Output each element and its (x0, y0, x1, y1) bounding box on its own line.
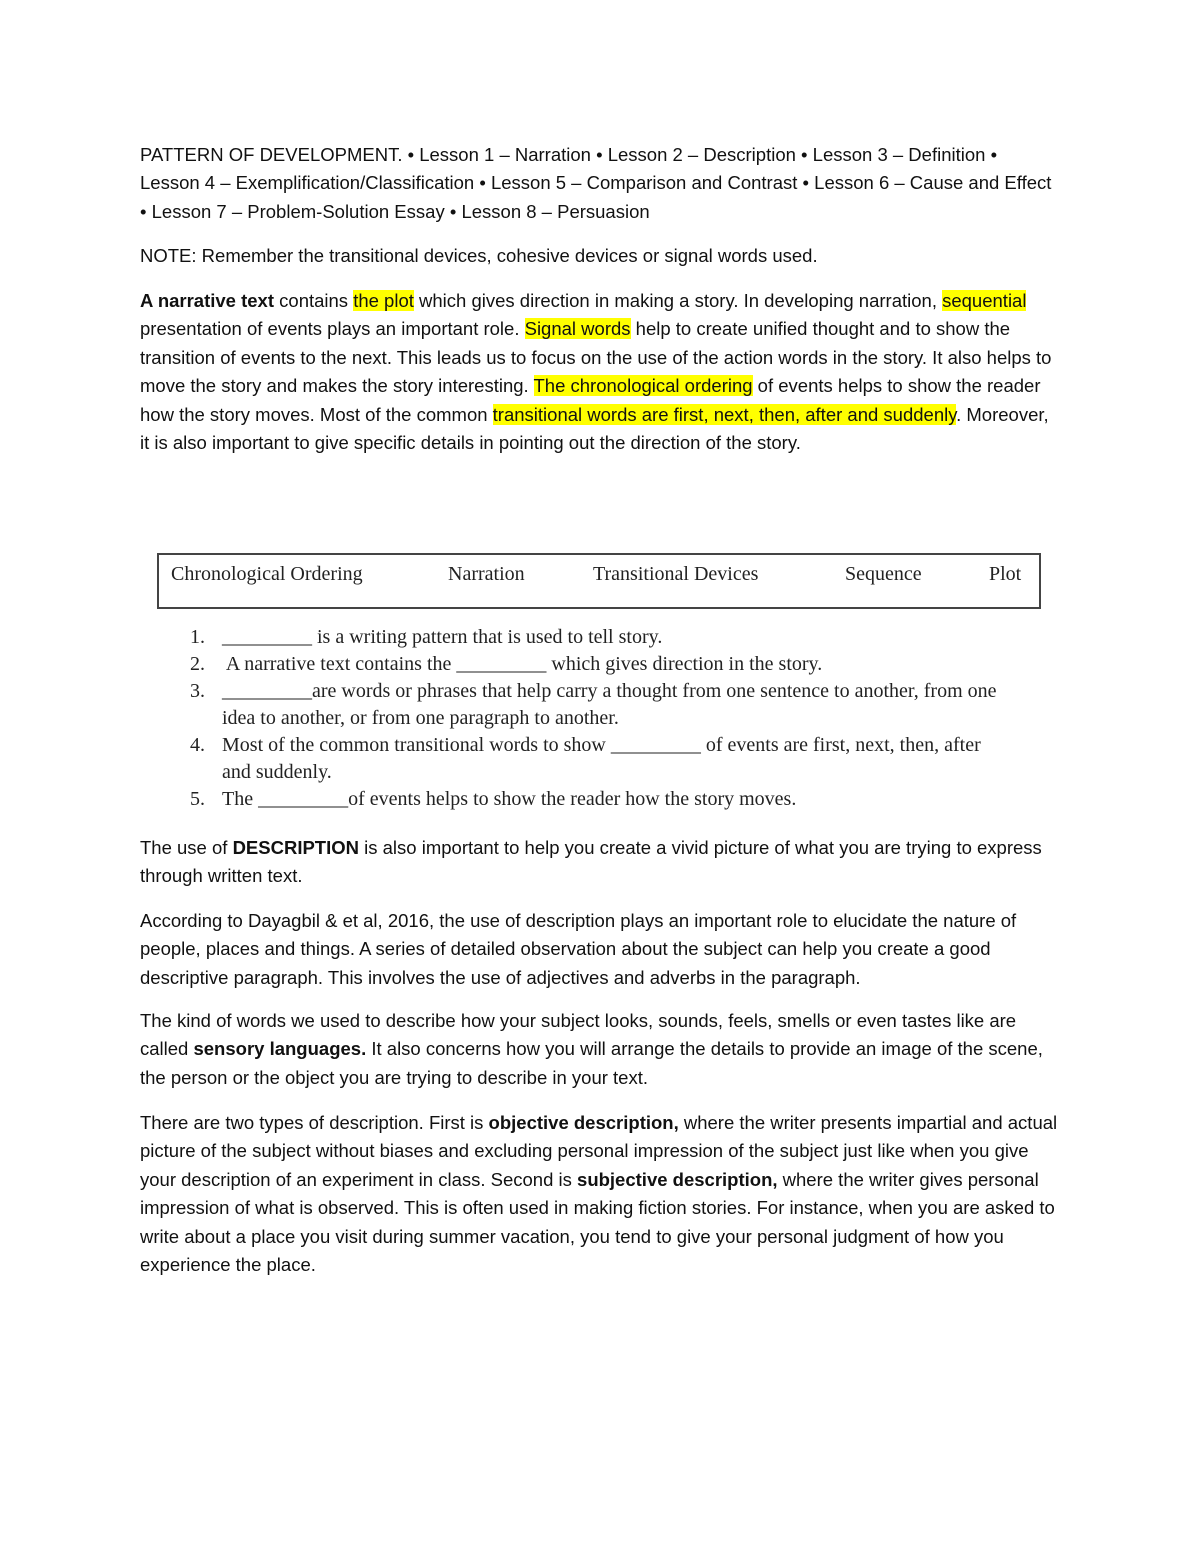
word-bank-item: Chronological Ordering (171, 563, 363, 585)
quiz-item: 4. Most of the common transitional words to show _________ of events are first, next, then, after and suddenly. (190, 734, 981, 783)
according-paragraph: According to Dayagbil & et al, 2016, the use of description plays an important role to elucidate the nature of people, places and things. A series of detailed observation about the subject can help you create a good descriptive paragraph. This involves the use of adjectives and adverbs in the paragraph. (140, 910, 1017, 988)
narrative-paragraph: A narrative text contains the plot which gives direction in making a story. In developing narration, sequential presentation of events plays an important role. Signal words help to create unified thought and to show the transition of events to the next. This leads us to focus on the use of the action words in the story. It also helps to move the story and makes the story interesting. The chronological ordering of events helps to show the reader how the story moves. Most of the common transitional words are first, next, then, after and suddenly. Moreover, it is also important to give specific details in pointing out the direction of the story. (140, 290, 1052, 454)
word-bank-item: Transitional Devices (593, 563, 759, 585)
word-bank-item: Plot (989, 563, 1022, 585)
lesson-list: PATTERN OF DEVELOPMENT. • Lesson 1 – Narration • Lesson 2 – Description • Lesson 3 – Definition • Lesson 4 – Exemplification/Classification • Lesson 5 – Comparison and Contrast • Lesson 6 – Cause and Effect • Lesson 7 – Problem-Solution Essay • Lesson 8 – Persuasion (140, 144, 1052, 222)
quiz-item: 2. A narrative text contains the _________ which gives direction in the story. (190, 653, 823, 675)
word-bank-item: Sequence (845, 563, 922, 585)
word-bank-item: Narration (448, 563, 525, 585)
highlight-signal-words: Signal words (524, 318, 631, 340)
highlight-transitional-words: transitional words are first, next, then, after and suddenly (492, 403, 957, 425)
description-types-paragraph: There are two types of description. First is objective description, where the writer presents impartial and actual picture of the subject without biases and excluding personal impression of the subject just like when you give your description of an experiment in class. Second is subjective description, where the writer gives personal impression of what is observed. This is often used in making fiction stories. For instance, when you are asked to write about a place you visit during summer vacation, you tend to give your personal judgment of how you experience the place. (140, 1112, 1058, 1276)
highlight-sequential: sequential (942, 290, 1027, 311)
quiz-item: 5. The _________of events helps to show the reader how the story moves. (190, 788, 797, 810)
description-paragraph: The use of DESCRIPTION is also important to help you create a vivid picture of what you are trying to express through written text. (140, 837, 1042, 887)
quiz-item: 1. _________ is a writing pattern that is used to tell story. (190, 626, 663, 648)
highlight-the-plot: the plot (353, 290, 414, 311)
word-bank-box (157, 553, 1041, 609)
narrative-term: A narrative text (140, 290, 275, 311)
sensory-paragraph: The kind of words we used to describe how your subject looks, sounds, feels, smells or even tastes like are called sensory languages. It also concerns how you will arrange the details to provide an image of the scene, the person or the object you are trying to describe in your text. (140, 1010, 1043, 1088)
highlight-chronological-ordering: The chronological ordering (533, 375, 753, 397)
quiz-item: 3. _________are words or phrases that help carry a thought from one sentence to another, from one idea to another, or from one paragraph to another. (190, 680, 997, 729)
fill-in-the-blank-list (190, 624, 1010, 813)
note-line: NOTE: Remember the transitional devices, cohesive devices or signal words used. (140, 245, 818, 266)
